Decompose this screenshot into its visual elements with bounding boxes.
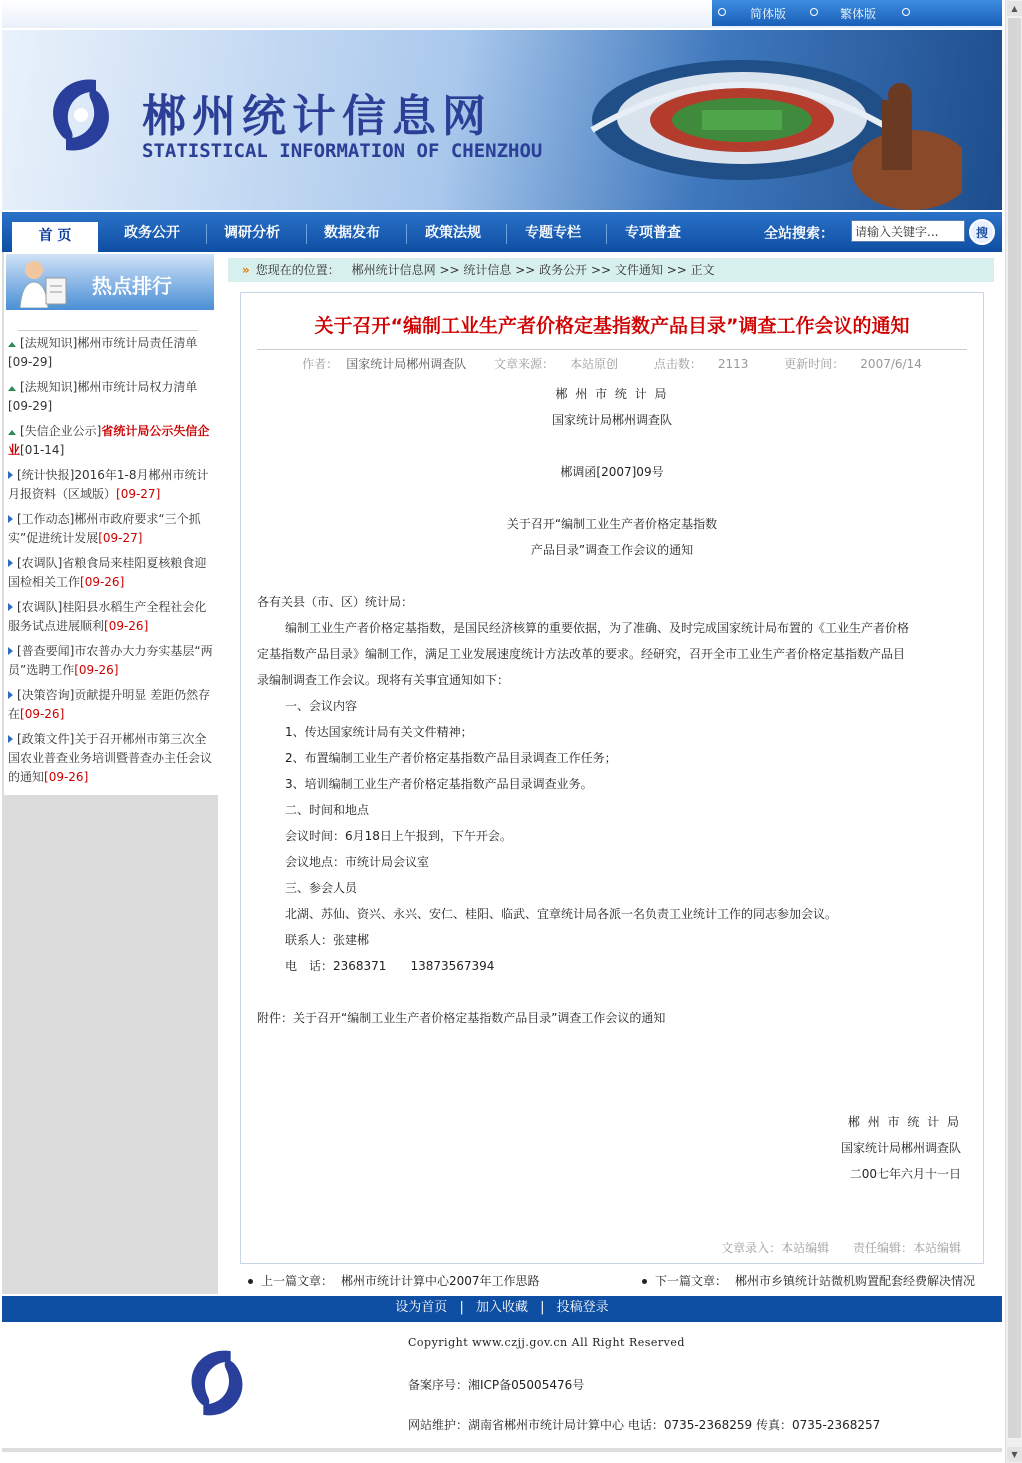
bullet-icon (8, 647, 13, 655)
footer-logo-icon (174, 1342, 260, 1424)
hot-list-item[interactable]: [统计快报]2016年1-8月郴州市统计月报资料（区域版）[09-27] (8, 468, 209, 501)
top-bar (2, 0, 1002, 28)
breadcrumb-link[interactable]: 政务公开 (539, 263, 588, 277)
article-meta: 作者： 国家统计局郴州调查队 文章来源： 本站原创 点击数： 2113 更新时间： 2007/6/14 (302, 357, 922, 371)
icp-number: 备案序号：湘ICP备05005476号 (408, 1378, 585, 1392)
traditional-link[interactable]: 繁体版 (840, 7, 877, 21)
divider (18, 330, 198, 331)
bullet-icon (8, 559, 13, 567)
article-source: 本站原创 (570, 357, 619, 371)
submit-login-link[interactable]: 投稿登录 (556, 1300, 609, 1315)
site-logo-icon (36, 70, 126, 160)
paragraph: 会议时间：6月18日上午报到，下午开会。 (285, 829, 512, 843)
bullet-icon (248, 1279, 253, 1284)
divider (257, 349, 967, 350)
bullet-icon (8, 342, 16, 347)
nav-item-gov-affairs[interactable]: 政务公开 (124, 225, 180, 241)
hot-ranking-header (6, 254, 214, 310)
attachment-link[interactable]: 附件：关于召开“编制工业生产者价格定基指数产品目录”调查工作会议的通知 (257, 1011, 666, 1025)
nav-separator (406, 224, 407, 244)
stadium-image (582, 40, 962, 210)
section-heading: 一、会议内容 (285, 699, 358, 713)
simplified-link[interactable]: 简体版 (750, 7, 787, 21)
entry-editor: 文章录入：本站编辑 (721, 1241, 830, 1255)
scroll-up-icon[interactable]: ▲ (1007, 1, 1022, 16)
scrollbar-thumb[interactable] (1008, 18, 1021, 1438)
signature: 国家统计局郴州调查队 (840, 1141, 961, 1155)
dot-icon (810, 8, 818, 16)
nav-item-home[interactable]: 首 页 (12, 222, 98, 252)
article-hits: 2113 (717, 357, 749, 371)
hot-list (8, 334, 216, 793)
breadcrumb-current: 正文 (690, 263, 715, 277)
signature-date: 二00七年六月十一日 (849, 1167, 961, 1181)
maintenance-info: 网站维护：湖南省郴州市统计局计算中心 电话：0735-2368259 传真：0735-2368257 (408, 1418, 881, 1432)
copyright: Copyright www.czjj.gov.cn All Right Reserved (408, 1336, 685, 1349)
breadcrumb-link[interactable]: 郴州统计信息网 (351, 263, 436, 277)
prev-article-link[interactable]: 郴州市统计计算中心2007年工作思路 (341, 1274, 540, 1288)
bullet-icon (8, 735, 13, 743)
salutation: 各有关县（市、区）统计局： (257, 595, 414, 609)
paragraph: 定基指数产品目录》编制工作，满足工业发展速度统计方法改革的要求。经研究，召开全市工业生产者价格定基指数产品目 (257, 647, 906, 661)
main-nav (2, 212, 1002, 252)
bullet-icon (8, 471, 13, 479)
hot-list-item[interactable]: [法规知识]郴州市统计局权力清单 [09-29] (8, 380, 198, 413)
paragraph: 1、传达国家统计局有关文件精神； (285, 725, 473, 739)
nav-separator (306, 224, 307, 244)
scroll-down-icon[interactable]: ▼ (1007, 1447, 1022, 1462)
set-homepage-link[interactable]: 设为首页 (395, 1300, 448, 1315)
section-heading: 二、时间和地点 (285, 803, 370, 817)
sub-title: 关于召开“编制工业生产者价格定基指数 (506, 517, 718, 531)
search-input[interactable] (851, 220, 965, 242)
hot-list-item[interactable]: [决策咨询]贡献提升明显 差距仍然存在[09-26] (8, 688, 211, 721)
bullet-icon (8, 603, 13, 611)
hot-ranking-panel (4, 252, 218, 795)
bullet-icon (8, 691, 13, 699)
issuer: 郴 州 市 统 计 局 (555, 387, 669, 401)
hot-list-item[interactable]: [失信企业公示]省统计局公示失信企业[01-14] (8, 424, 210, 457)
breadcrumb-link[interactable]: 统计信息 (463, 263, 512, 277)
left-column (2, 252, 218, 1294)
arrow-icon: » (242, 263, 250, 277)
contact: 联系人：张建郴 (285, 933, 370, 947)
nav-separator (606, 224, 607, 244)
hot-list-item[interactable]: [农调队]省粮食局来桂阳夏核粮食迎国检相关工作[09-26] (8, 556, 207, 589)
version-switch-bar (712, 0, 1002, 26)
paragraph: 录编制调查工作会议。现将有关事宜通知如下： (257, 673, 510, 687)
nav-separator (206, 224, 207, 244)
nav-item-policy[interactable]: 政策法规 (425, 225, 481, 241)
nav-separator (506, 224, 507, 244)
article-title: 关于召开“编制工业生产者价格定基指数产品目录”调查工作会议的通知 (314, 315, 910, 337)
paragraph: 北湖、苏仙、资兴、永兴、安仁、桂阳、临武、宜章统计局各派一名负责工业统计工作的同志参加会议。 (285, 907, 838, 921)
nav-item-census[interactable]: 专项普查 (625, 225, 681, 241)
nav-item-topics[interactable]: 专题专栏 (525, 225, 581, 241)
site-title-cn: 郴州统计信息网 (142, 91, 492, 142)
hot-ranking-title: 热点排行 (92, 274, 172, 298)
nav-item-data-release[interactable]: 数据发布 (324, 225, 380, 241)
phone: 电 话：2368371 13873567394 (285, 959, 495, 973)
add-favorite-link[interactable]: 加入收藏 (475, 1300, 528, 1315)
bullet-icon (8, 430, 16, 435)
bullet-icon (8, 515, 13, 523)
hot-list-item[interactable]: [普查要闻]市农普办大力夯实基层“两员”选聘工作[09-26] (8, 644, 213, 677)
site-title-en: STATISTICAL INFORMATION OF CHENZHOU (142, 140, 543, 162)
dot-icon (902, 8, 910, 16)
hot-list-item[interactable]: [工作动态]郴州市政府要求“三个抓实”促进统计发展[09-27] (8, 512, 201, 545)
article-navigation: 上一篇文章： 郴州市统计计算中心2007年工作思路 下一篇文章： 郴州市乡镇统计站微机购置配套经费解决情况 (248, 1272, 980, 1289)
footer-links: 设为首页 | 加入收藏 | 投稿登录 (2, 1296, 1002, 1322)
section-heading: 三、参会人员 (285, 881, 358, 895)
article (240, 292, 984, 1264)
bullet-icon (642, 1279, 647, 1284)
footer (2, 1322, 1002, 1452)
next-article-link[interactable]: 郴州市乡镇统计站微机购置配套经费解决情况 (735, 1274, 976, 1288)
issuer: 国家统计局郴州调查队 (551, 413, 672, 427)
nav-item-research[interactable]: 调研分析 (224, 225, 280, 241)
signature: 郴 州 市 统 计 局 (847, 1115, 961, 1129)
bullet-icon (8, 386, 16, 391)
article-author: 国家统计局郴州调查队 (346, 357, 467, 371)
paragraph: 编制工业生产者价格定基指数，是国民经济核算的重要依据，为了准确、及时完成国家统计局布置的《工业生产者价格 (285, 621, 910, 635)
breadcrumb-link[interactable]: 文件通知 (614, 263, 663, 277)
paragraph: 2、布置编制工业生产者价格定基指数产品目录调查工作任务； (285, 751, 617, 765)
site-banner (2, 30, 1002, 210)
hot-list-item[interactable]: [法规知识]郴州市统计局责任清单 [09-29] (8, 336, 198, 369)
sub-title: 产品目录”调查工作会议的通知 (530, 543, 694, 557)
paragraph: 会议地点：市统计局会议室 (285, 855, 430, 869)
hot-list-item[interactable]: [政策文件]关于召开郴州市第三次全国农业普查业务培训暨普查办主任会议的通知[09-26] (8, 732, 213, 784)
responsible-editor: 责任编辑：本站编辑 (852, 1241, 961, 1255)
person-icon (16, 258, 74, 308)
dot-icon (718, 8, 726, 16)
breadcrumb: » 您现在的位置： 郴州统计信息网 >> 统计信息 >> 政务公开 >> 文件通知 >> 正文 (228, 258, 994, 282)
doc-number: 郴调函[2007]09号 (560, 465, 664, 479)
article-editors (701, 1239, 961, 1256)
paragraph: 3、培训编制工业生产者价格定基指数产品目录调查业务。 (285, 777, 593, 791)
hot-list-item[interactable]: [农调队]桂阳县水稻生产全程社会化服务试点进展顺利[09-26] (8, 600, 207, 633)
search-label: 全站搜索： (764, 226, 834, 242)
breadcrumb-label: 您现在的位置： (255, 263, 340, 277)
vertical-scrollbar[interactable] (1005, 0, 1022, 1463)
search-button[interactable]: 搜 (969, 219, 995, 245)
article-updated: 2007/6/14 (860, 357, 922, 371)
